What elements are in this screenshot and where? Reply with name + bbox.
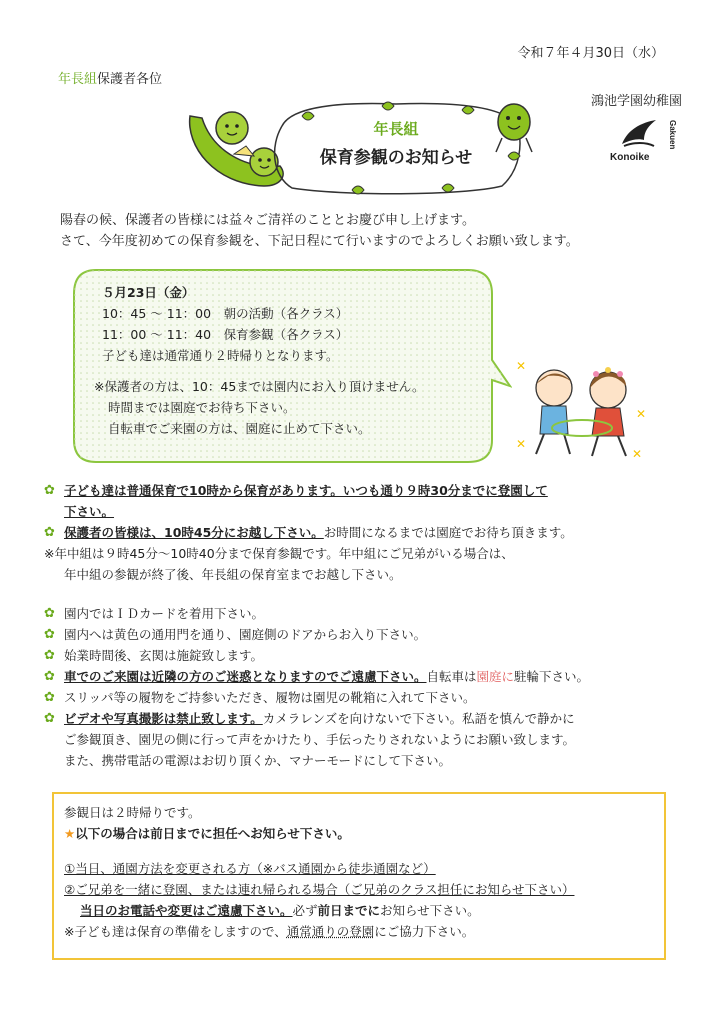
svg-text:✕: ✕ [636, 407, 647, 421]
pea-character-illustration [488, 98, 538, 158]
rule-item [44, 603, 684, 624]
rule-item [44, 708, 684, 729]
rule-item [44, 645, 684, 666]
schedule-content [94, 282, 502, 439]
box-item-1: ①当日、通園方法を変更される方（※バス通園から徒歩通園など） [64, 861, 436, 876]
note-3-line-a: ※年中組は９時45分〜10時40分まで保育参観です。年中組にご兄弟がいる場合は、 [44, 546, 514, 561]
rule-1: 園内ではＩＤカードを着用下さい。 [64, 606, 265, 621]
rule-2: 園内へは黄色の通用門を通り、園庭側のドアからお入り下さい。 [64, 627, 427, 642]
rule-4-bold: 車でのご来園は近隣の方のご迷惑となりますのでご遠慮下さい。 [64, 669, 427, 684]
flower-bullet-icon: ✿ [44, 525, 55, 540]
box-line-3-end: お知らせ下さい。 [380, 903, 480, 918]
flower-bullet-icon: ✿ [44, 627, 55, 642]
reminder-box [52, 792, 666, 960]
swan-logo-icon [604, 114, 684, 164]
schedule-note-3: 自転車でご来園の方は、園庭に止めて下さい。 [108, 421, 371, 436]
rule-4-b: 駐輪下さい。 [514, 669, 590, 684]
svg-text:✕: ✕ [516, 437, 527, 451]
intro-text [60, 210, 680, 252]
note-2-bold: 保護者の皆様は、10時45分にお越し下さい。 [64, 525, 324, 540]
rule-item [44, 666, 684, 687]
box-line-1: 参観日は２時帰りです。 [64, 805, 201, 820]
box-line-4-a: ※子ども達は保育の準備をしますので、 [64, 924, 287, 939]
box-line-3 [64, 900, 654, 921]
intro-line-1: 陽春の候、保護者の皆様には益々ご清祥のこととお慶び申し上げます。 [60, 213, 475, 228]
note-item [44, 522, 684, 543]
title-grade: 年長組 [373, 120, 419, 138]
flower-bullet-icon: ✿ [44, 711, 55, 726]
logo-text-side: Gakuen [668, 120, 677, 150]
schedule-note-1: ※保護者の方は、10：45までは園内にお入り頂けません。 [94, 379, 425, 394]
schedule-line-2: 11：00 〜 11：40 保育参観（各クラス） [102, 327, 349, 342]
rule-6-line-3: また、携帯電話の電源はお切り頂くか、マナーモードにして下さい。 [64, 753, 452, 768]
box-line-3-bold: 当日のお電話や変更はご遠慮下さい。 [80, 903, 293, 918]
box-line-2-text: 以下の場合は前日までに担任へお知らせ下さい。 [75, 826, 350, 841]
note-3-line-b: 年中組の参観が終了後、年長組の保育室までお越し下さい。 [64, 567, 402, 582]
recipient [58, 70, 162, 90]
intro-line-2: さて、今年度初めての保育参観を、下記日程にて行いますのでよろしくお願い致します。 [60, 234, 579, 249]
flower-bullet-icon: ✿ [44, 690, 55, 705]
rule-item [44, 687, 684, 708]
svg-text:✕: ✕ [516, 359, 527, 373]
box-line-2 [64, 823, 654, 844]
schedule-bubble [72, 268, 512, 464]
svg-text:✕: ✕ [632, 447, 643, 461]
box-item-2: ②ご兄弟を一緒に登園、または連れ帰られる場合（ご兄弟のクラス担任にお知らせ下さい） [64, 882, 575, 897]
box-line-4-b: にご協力下さい。 [374, 924, 475, 939]
flower-bullet-icon: ✿ [44, 483, 55, 498]
note-2-rest: お時間になるまでは園庭でお待ち頂きます。 [323, 525, 573, 540]
rule-6-line-2: ご参観頂き、園児の側に行って声をかけたり、手伝ったりされないようにお願い致します。 [64, 732, 576, 747]
recipient-rest: 保護者各位 [97, 72, 163, 87]
box-line-3-bold2: 前日までに [317, 903, 381, 918]
box-line-4 [64, 921, 654, 942]
rule-item [44, 624, 684, 645]
box-line-3-mid: 必ず [292, 903, 318, 918]
recipient-grade: 年長組 [58, 72, 98, 87]
notes-section [44, 480, 684, 771]
rule-5: スリッパ等の履物をご持参いただき、履物は園児の靴箱に入れて下さい。 [64, 690, 476, 705]
note-1-line-b: 下さい。 [64, 504, 115, 519]
box-line-4-u: 通常通りの登園 [286, 924, 375, 939]
notice-date: 令和７年４月30日（水） [517, 46, 664, 61]
schedule-date: ５月23日（金） [102, 285, 195, 300]
flower-bullet-icon: ✿ [44, 648, 55, 663]
rule-3: 始業時間後、玄関は施錠致します。 [64, 648, 264, 663]
rule-4-a: 自転車は [426, 669, 477, 684]
schedule-line-1: 10：45 〜 11：00 朝の活動（各クラス） [102, 306, 349, 321]
rule-6-bold: ビデオや写真撮影は禁止致します。 [64, 711, 263, 726]
schedule-line-3: 子ども達は通常通り２時帰りとなります。 [102, 348, 339, 363]
note-item [44, 480, 684, 522]
children-illustration [512, 358, 652, 464]
star-icon: ★ [64, 826, 76, 841]
logo-text-main: Konoike [610, 152, 650, 163]
kindergarten-name: 鴻池学園幼稚園 [590, 94, 682, 109]
rule-4-red: 園庭に [476, 669, 515, 684]
page-title: 保育参観のお知らせ [319, 148, 473, 168]
flower-bullet-icon: ✿ [44, 606, 55, 621]
note-1-line-a: 子ども達は普通保育で10時から保育があります。いつも通り９時30分までに登園して [64, 483, 548, 498]
flower-bullet-icon: ✿ [44, 669, 55, 684]
rule-6-rest: カメラレンズを向けないで下さい。私語を慎んで静かに [262, 711, 575, 726]
school-logo [604, 114, 684, 164]
schedule-note-2: 時間までは園庭でお待ち下さい。 [108, 400, 296, 415]
